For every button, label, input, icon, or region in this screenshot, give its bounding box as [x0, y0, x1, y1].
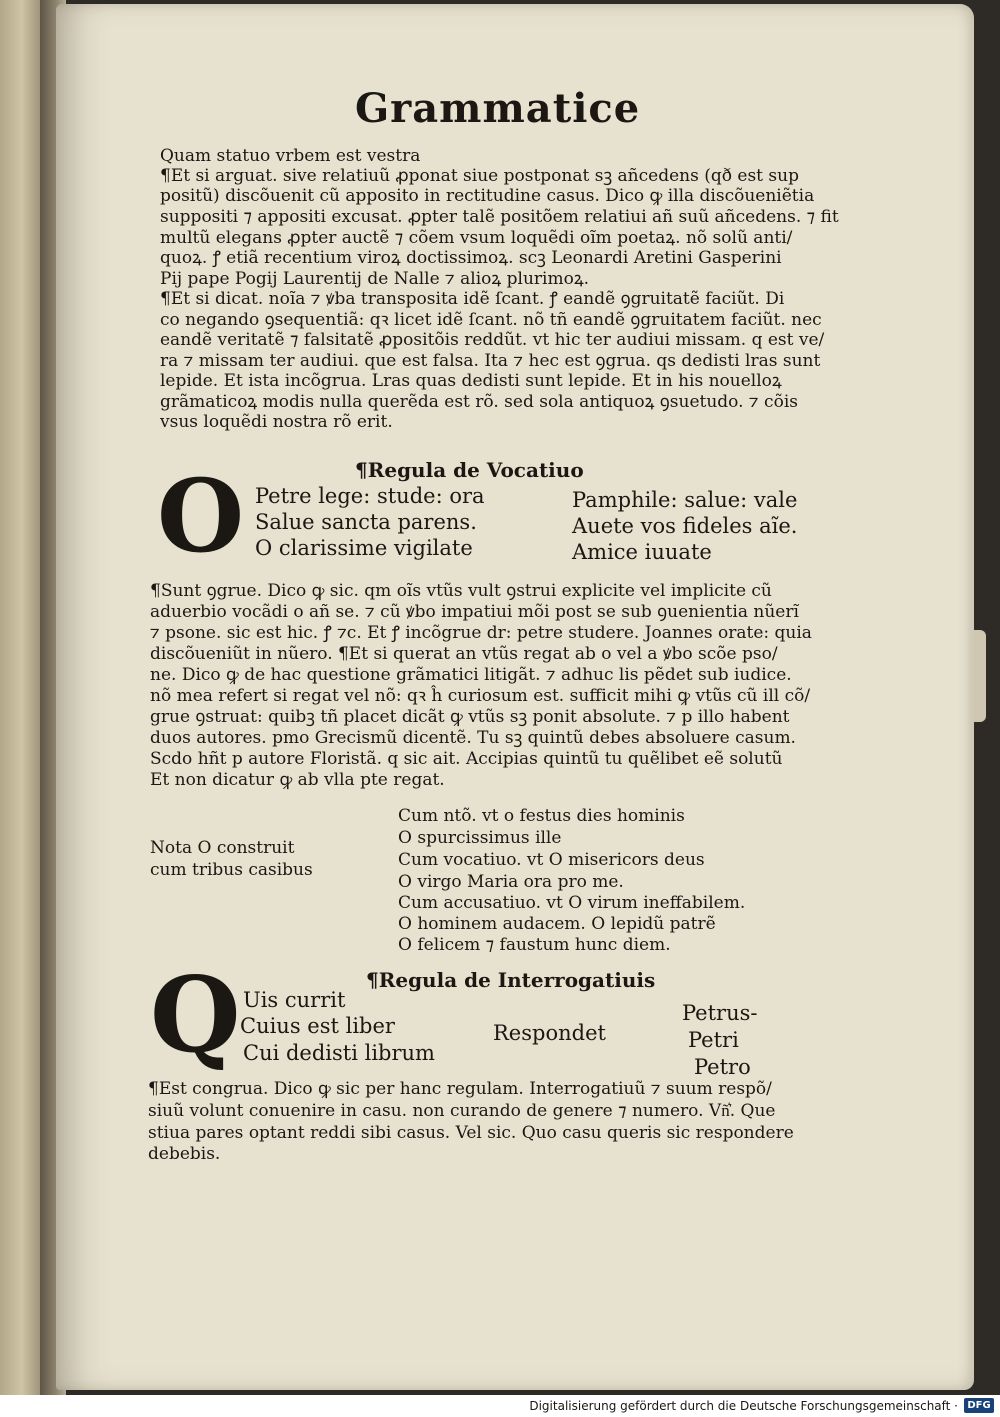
text-line: quoꝝ. ꝭ etiã recentium viroꝝ doctissimoꝝ. scꝫ Leonardi Aretini Gasperini [160, 248, 782, 268]
text-line: multũ elegans ꝓpter auctẽ ⁊ cõem vsum loquẽdi oĩm poetaꝝ. nõ solũ anti/ [160, 228, 793, 248]
text-line: vsus loquẽdi nostra rõ erit. [160, 412, 393, 432]
text-line: Quam statuo vrbem est vestra [160, 146, 421, 166]
text-line: Pij pape Pogij Laurentij de Nalle ⁊ alioꝝ plurimoꝝ. [160, 269, 590, 289]
text-line: stiua pares optant reddi sibi casus. Vel sic. Quo casu queris sic respondere [148, 1123, 794, 1143]
example-line: Cum accusatiuo. vt O virum ineffabilem. [398, 893, 746, 913]
side-note: Nota O construit [150, 838, 295, 858]
text-line: ¶Sunt ꝯgrue. Dico ꝙ sic. qm oĩs vtũs vult ꝯstrui explicite vel implicite cũ [150, 581, 772, 601]
text-line: ⁊ psone. sic est hic. ꝭ ⁊c. Et ꝭ incõgrue dr: petre studere. Joannes orate: quia [150, 623, 812, 643]
text-line: ¶Et si arguat. sive relatiuũ ꝓponat siue postponat sꝫ añcedens (qð est sup [160, 166, 799, 186]
example-line: Petre lege: stude: ora [255, 484, 485, 508]
text-line: ra ⁊ missam ter audiui. que est falsa. Ita ⁊ hec est ꝯgrua. qs dedisti lras sunt [160, 351, 821, 371]
example-line: O felicem ⁊ faustum hunc diem. [398, 935, 671, 955]
section-heading-vocative: ¶Regula de Vocatiuo [355, 458, 584, 482]
text-line: positũ) discõuenit cũ apposito in rectitudine casus. Dico ꝙ illa discõueniẽtia [160, 186, 815, 206]
text-line: eandẽ veritatẽ ⁊ falsitatẽ ꝓpositõis reddũt. vt hic ter audiui missam. q est ve/ [160, 330, 825, 350]
text-line: ¶Est congrua. Dico ꝙ sic per hanc regulam. Interrogatiuũ ⁊ suum respõ/ [148, 1079, 772, 1099]
example-line: Petrus- [682, 1001, 758, 1025]
example-line: Cum vocatiuo. vt O misericors deus [398, 850, 705, 870]
section-heading-interrogative: ¶Regula de Interrogatiuis [366, 968, 656, 992]
dfg-logo: DFG [964, 1398, 994, 1413]
text-line: Scdo hñt p autore Floristã. q sic ait. Accipias quintũ tu quẽlibet eẽ solutũ [150, 749, 783, 769]
example-line: Pamphile: salue: vale [572, 488, 798, 512]
text-line: ¶Et si dicat. noĩa ⁊ ꝟba transposita idẽ ſcant. ꝭ eandẽ ꝯgruitatẽ faciũt. Di [160, 289, 785, 309]
example-line: Petri [688, 1028, 739, 1052]
example-line: Amice iuuate [572, 540, 712, 564]
example-line: Cum ntõ. vt o festus dies hominis [398, 806, 685, 826]
text-line: suppositi ⁊ appositi excusat. ꝓpter talẽ positõem relatiui añ suũ añcedens. ⁊ fit [160, 207, 839, 227]
text-line: debebis. [148, 1144, 221, 1164]
text-line: grue ꝯstruat: quibꝫ tñ placet dicãt ꝙ vtũs sꝫ ponit absolute. ⁊ p illo habent [150, 707, 790, 727]
example-line: Petro [694, 1055, 751, 1079]
drop-cap-o: O [157, 457, 245, 575]
text-line: ne. Dico ꝙ de hac questione grãmatici litigãt. ⁊ adhuc lis pẽdet sub iudice. [150, 665, 792, 685]
example-line: O virgo Maria ora pro me. [398, 872, 624, 892]
drop-cap-q: Q [150, 953, 241, 1076]
side-note: cum tribus casibus [150, 860, 313, 880]
example-line: Uis currit [243, 988, 346, 1012]
text-line: aduerbio vocãdi o añ se. ⁊ cũ ꝟbo impatiui mõi post se sub ꝯuenientia nũerĩ [150, 602, 799, 622]
example-line: O clarissime vigilate [255, 536, 473, 560]
text-line: Et non dicatur ꝙ ab vlla pte regat. [150, 770, 445, 790]
text-line: co negando ꝯsequentiã: qꝛ licet idẽ ſcant. nõ tñ eandẽ ꝯgruitatem faciũt. nec [160, 310, 822, 330]
example-line: Cuius est liber [240, 1014, 395, 1038]
example-line: Respondet [493, 1021, 606, 1045]
text-line: duos autores. pmo Grecismũ dicentẽ. Tu sꝫ quintũ debes absoluere casum. [150, 728, 796, 748]
text-line: discõueniũt in nũero. ¶Et si querat an vtũs regat ab o vel a ꝟbo scõe pso/ [150, 644, 778, 664]
text-line: nõ mea refert si regat vel nõ: qꝛ ĥ curiosum est. sufficit mihi ꝙ vtũs cũ ill cõ/ [150, 686, 811, 706]
example-line: Cui dedisti librum [243, 1041, 435, 1065]
example-line: O spurcissimus ille [398, 828, 562, 848]
page-title: Grammatice [355, 85, 641, 132]
text-line: lepide. Et ista incõgrua. Lras quas dedisti sunt lepide. Et in his nouelloꝝ [160, 371, 782, 391]
example-line: O hominem audacem. O lepidũ patrẽ [398, 914, 716, 934]
text-line: siuũ volunt conuenire in casu. non curando de genere ⁊ numero. Vñ͛. Que [148, 1101, 776, 1121]
example-line: Salue sancta parens. [255, 510, 477, 534]
funding-note: Digitalisierung gefördert durch die Deutsche Forschungsgemeinschaft · [529, 1399, 958, 1413]
text-line: grãmaticoꝝ modis nulla querẽda est rõ. sed sola antiquoꝝ ꝯsuetudo. ⁊ cõis [160, 392, 798, 412]
example-line: Auete vos fideles aĩe. [572, 514, 798, 538]
footer-bar [0, 1395, 1000, 1417]
